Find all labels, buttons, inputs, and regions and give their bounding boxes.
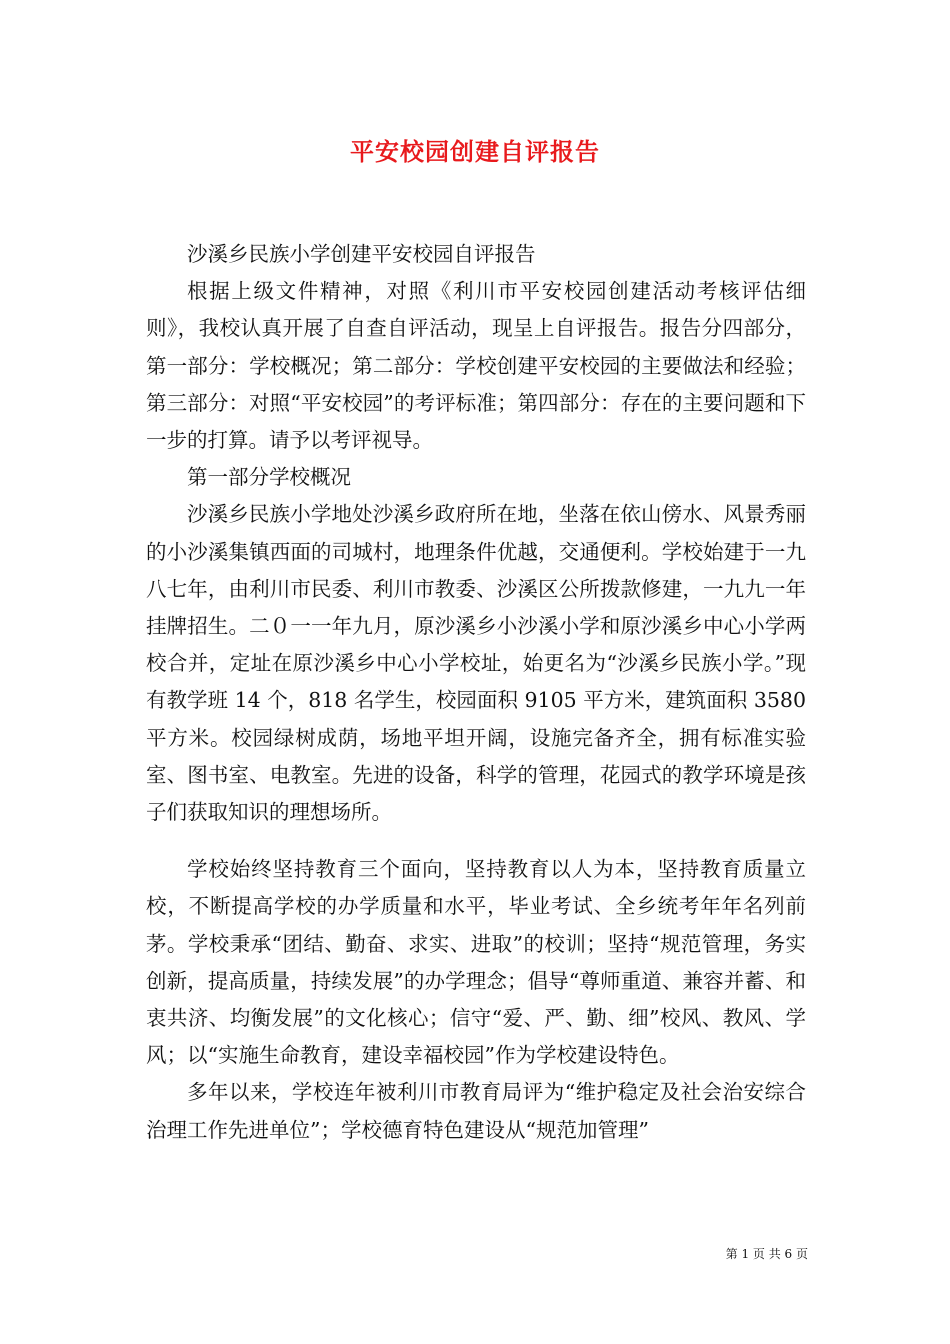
document-body	[146, 236, 806, 1149]
overview-paragraph: 沙溪乡民族小学地处沙溪乡政府所在地，坐落在依山傍水、风景秀丽的小沙溪集镇西面的司城村，地理条件优越，交通便利。学校始建于一九八七年，由利川市民委、利川市教委、沙溪区公所拨款修建，一九九一年挂牌招生。二０一一年九月，原沙溪乡小沙溪小学和原沙溪乡中心小学两校合并，定址在原沙溪乡中心小学校址，始更名为“沙溪乡民族小学。”现有教学班 14 个，818 名学生，校园面积 9105 平方米，建筑面积 3580 平方米。校园绿树成荫，场地平坦开阔，设施完备齐全，拥有标准实验室、图书室、电教室。先进的设备，科学的管理，花园式的教学环境是孩子们获取知识的理想场所。	[146, 502, 806, 825]
page-number: 第 1 页 共 6 页	[725, 1247, 808, 1261]
philosophy-paragraph: 学校始终坚持教育三个面向，坚持教育以人为本，坚持教育质量立校，不断提高学校的办学质量和水平，毕业考试、全乡统考年年名列前茅。学校秉承“团结、勤奋、求实、进取”的校训；坚持“规范管理，务实创新，提高质量，持续发展”的办学理念；倡导“尊师重道、兼容并蓄、和衷共济、均衡发展”的文化核心；信守“爱、严、勤、细”校风、教风、学风；以“实施生命教育，建设幸福校园”作为学校建设特色。	[146, 857, 806, 1068]
honors-paragraph: 多年以来，学校连年被利川市教育局评为“维护稳定及社会治安综合治理工作先进单位”；学校德育特色建设从“规范加管理”	[146, 1080, 806, 1142]
document-title: 平安校园创建自评报告	[350, 137, 600, 166]
intro-paragraph: 根据上级文件精神，对照《利川市平安校园创建活动考核评估细则》，我校认真开展了自查自评活动，现呈上自评报告。报告分四部分，第一部分：学校概况；第二部分：学校创建平安校园的主要做法和经验；第三部分：对照“平安校园”的考评标准；第四部分：存在的主要问题和下一步的打算。请予以考评视导。	[146, 279, 806, 453]
subtitle-paragraph: 沙溪乡民族小学创建平安校园自评报告	[187, 242, 536, 266]
section-heading: 第一部分学校概况	[187, 465, 351, 490]
